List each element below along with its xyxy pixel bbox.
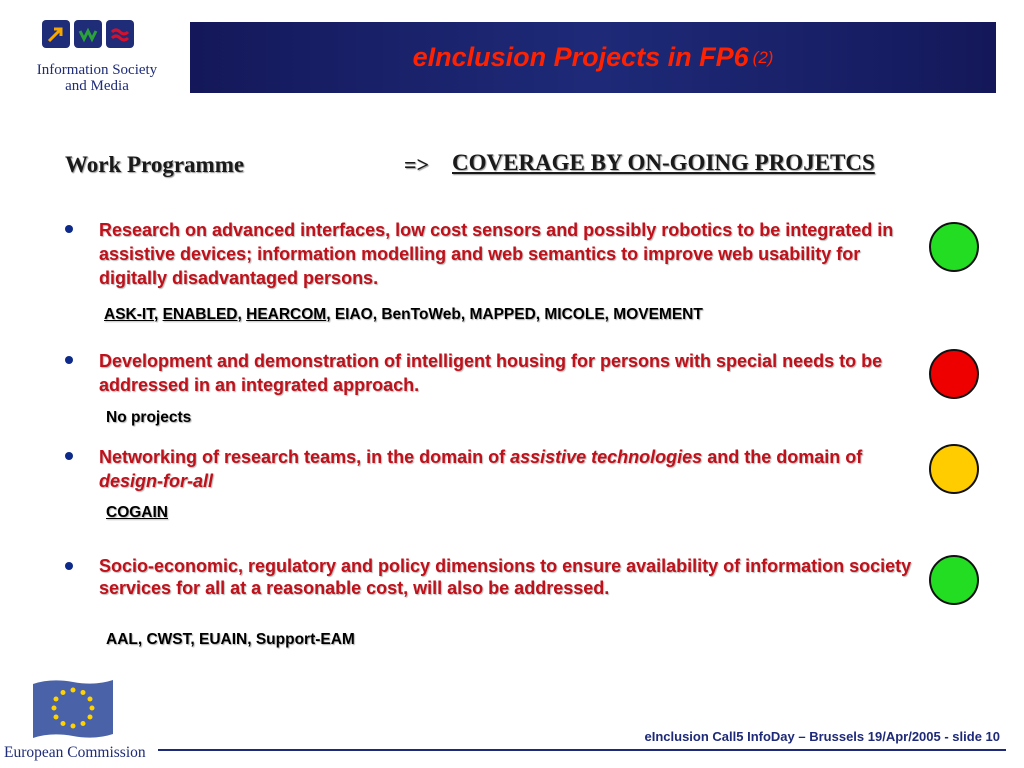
item-text: Development and demonstration of intelligent housing for persons with special needs to be addressed in an integrated approach. xyxy=(99,351,883,395)
item-text: Socio-economic, regulatory and policy dimensions to ensure availability of information society services for all at a reasonable cost, will also be addressed. xyxy=(99,556,912,598)
item-text-part: Networking of research teams, in the domain of xyxy=(99,447,506,467)
project-list: AAL, CWST, EUAIN, Support-EAM xyxy=(106,631,355,648)
slide-title: eInclusion Projects in FP6 xyxy=(412,42,749,72)
bullet-icon xyxy=(65,225,73,233)
slide-title-superscript: (2) xyxy=(752,47,774,67)
bullet-icon xyxy=(65,356,73,364)
item-text: Research on advanced interfaces, low cost sensors and possibly robotics to be integrated in assistive devices; information modelling and web semantics to improve web usability for digitally disadvantaged persons. xyxy=(99,220,894,288)
item-text-part: and the domain of xyxy=(707,447,863,467)
title-bar xyxy=(190,22,996,93)
item-text-emphasis: design-for-all xyxy=(99,471,214,491)
item-text-emphasis: assistive technologies xyxy=(510,447,703,467)
logo-line-1: Information Society xyxy=(36,62,158,78)
organisation-name: European Commission xyxy=(4,744,146,761)
information-society-logo xyxy=(22,20,172,100)
project-list: ASK-IT, ENABLED, HEARCOM, EIAO, BenToWeb, MAPPED, MICOLE, MOVEMENT xyxy=(104,306,703,323)
arrow-icon xyxy=(42,20,70,48)
approx-icon xyxy=(106,20,134,48)
arrow-symbol: => xyxy=(404,152,430,177)
work-programme-heading: Work Programme xyxy=(65,152,245,177)
footer-divider xyxy=(158,749,1006,751)
logo-text xyxy=(22,62,172,94)
project-list: No projects xyxy=(106,409,192,426)
bullet-icon xyxy=(65,452,73,460)
status-light-amber xyxy=(929,444,979,494)
project-link[interactable]: ASK-IT xyxy=(104,306,154,323)
status-light-red xyxy=(929,349,979,399)
project-link[interactable]: COGAIN xyxy=(106,504,168,521)
eu-flag-icon xyxy=(31,678,115,740)
item-text xyxy=(99,445,919,493)
status-light-green xyxy=(929,555,979,605)
project-list xyxy=(106,504,168,522)
status-light-green xyxy=(929,222,979,272)
footer-caption: eInclusion Call5 InfoDay – Brussels 19/Apr/2005 - slide 10 xyxy=(644,729,1000,744)
bullet-icon xyxy=(65,562,73,570)
project-link[interactable]: ENABLED xyxy=(162,306,238,323)
project-link[interactable]: HEARCOM xyxy=(246,306,327,323)
coverage-heading: COVERAGE BY ON-GOING PROJETCS xyxy=(452,150,875,175)
wave-icon xyxy=(74,20,102,48)
logo-line-2: and Media xyxy=(65,78,129,94)
project-names: EIAO, BenToWeb, MAPPED, MICOLE, MOVEMENT xyxy=(334,306,703,323)
